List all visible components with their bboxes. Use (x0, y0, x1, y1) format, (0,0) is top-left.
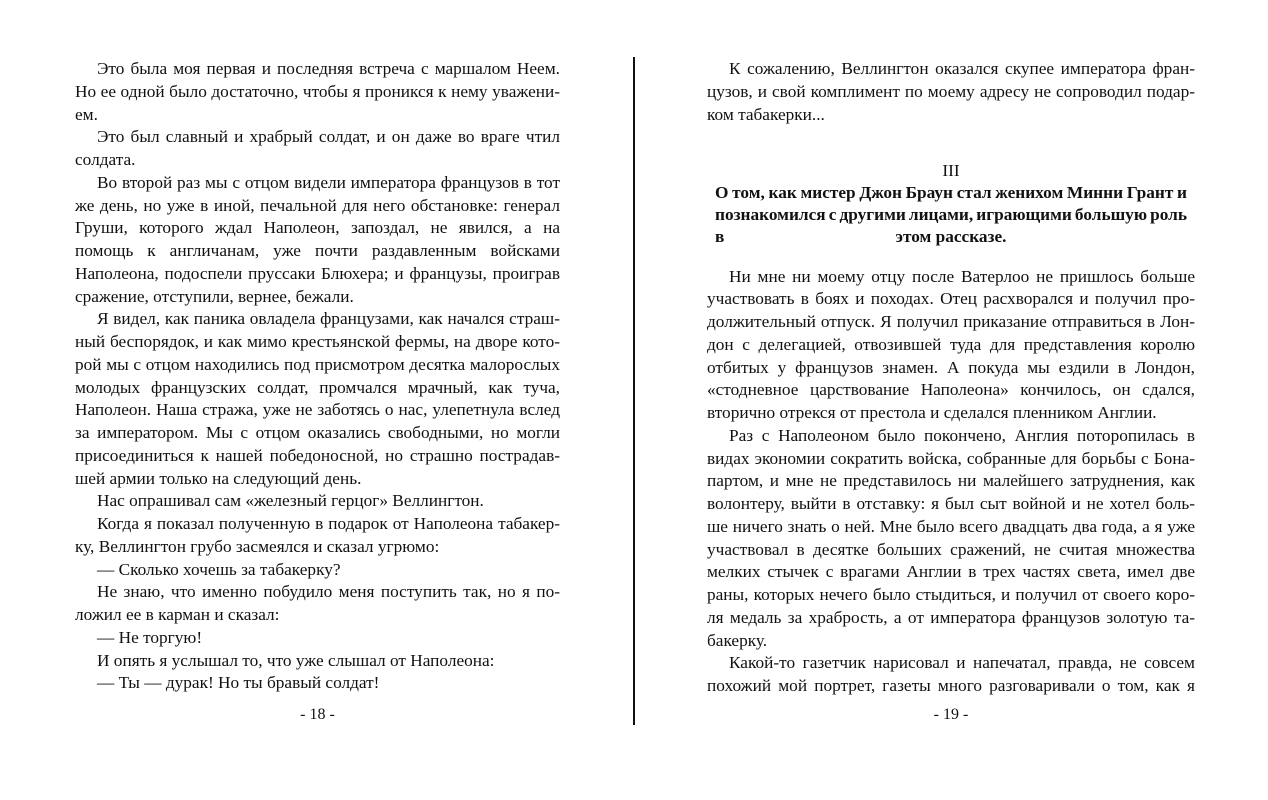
text-line: Но ее одной было достаточно, чтобы я проникся к нему уважени- (75, 81, 560, 101)
text-line: Это была моя первая и последняя встреча с маршалом Неем. (97, 59, 560, 78)
paragraph (75, 650, 560, 673)
text-line: Раз с Наполеоном было покончено, Англия поторопилась в (729, 425, 1195, 445)
chapter-body (707, 266, 1195, 698)
page-number: - 18 - (300, 706, 335, 723)
text-line: участвовал в десятке больших сражений, не считая множества (707, 539, 1195, 559)
text-line: шей армии только на следующий день. (75, 468, 362, 488)
chapter-title-line: О том, как мистер Джон Браун стал женихом Минни Грант и (715, 183, 1187, 202)
paragraph (707, 425, 1195, 653)
paragraph (75, 58, 560, 126)
text-line: помощь к англичанам, уже почти раздавленным войсками (75, 241, 560, 260)
text-line: Наполеон. Наша стража, уже не заботясь о нас, улепетнула вслед (75, 400, 560, 420)
text-line: Это был славный и храбрый солдат, и он даже во враге чтил (97, 127, 560, 147)
text-line: сражение, отступили, вернее, бежали. (75, 286, 354, 306)
text-line: дон с делегацией, отвозившей туда для представления королю (707, 334, 1195, 354)
text-line: бакерку. (707, 630, 768, 650)
text-line: — Сколько хочешь за табакерку? (97, 559, 341, 579)
dialogue-paragraph (75, 672, 560, 695)
paragraph (75, 581, 560, 627)
text-line: ля медаль за храбрость, а от императора французов золотую та- (707, 607, 1195, 627)
chapter-heading (707, 160, 1195, 248)
text-line: ложил ее в карман и сказал: (75, 605, 280, 624)
text-line: Когда я показал полученную в подарок от Наполеона табакер- (97, 514, 560, 533)
paragraph (707, 58, 1195, 126)
text-line: за императором. Мы с отцом оказались свободными, но могли (75, 423, 560, 442)
text-line: ше ничего знать о ней. Мне было всего двадцать два года, а я уже (707, 516, 1195, 536)
text-line: И опять я услышал то, что уже слышал от Наполеона: (97, 650, 495, 670)
text-line: Наполеона, подоспели пруссаки Блюхера; и французы, проиграв (75, 263, 560, 283)
chapter-title (715, 182, 1187, 248)
text-line: вторично отрекся от престола и сделался пленником Англии. (707, 403, 1157, 423)
text-line: — Не торгую! (97, 627, 203, 647)
text-line: Ни мне ни моему отцу после Ватерлоо не пришлось больше (729, 266, 1195, 286)
paragraph (75, 126, 560, 172)
text-line: присоединиться к нашей победоносной, но страшно пострадав- (75, 445, 560, 465)
text-line: Не знаю, что именно побудило меня поступить так, но я по- (97, 582, 560, 602)
text-line: мелких стычек с врагами Англии в трех частях света, имел две (707, 562, 1195, 582)
text-line: похожий мой портрет, газеты много разговаривали о том, как я (707, 676, 1195, 696)
text-line: ку, Веллингтон грубо засмеялся и сказал угрюмо: (75, 536, 440, 556)
page-number: - 19 - (933, 706, 969, 723)
text-line: ем. (75, 104, 98, 124)
chapter-title-line: познакомился с другими лицами, играющими большую роль в (715, 205, 1187, 246)
chapter-number: III (942, 161, 960, 180)
paragraph (707, 266, 1195, 425)
text-line: отбитых у французов знамен. А покуда мы ездили в Лондон, (707, 357, 1195, 377)
text-line: Я видел, как паника овладела французами, как начался страш- (97, 309, 560, 329)
text-line: должительный отпуск. Я получил приказание отправиться в Лон- (707, 312, 1195, 332)
text-line: видах экономии сократить войска, собранные для борьбы с Бона- (707, 448, 1195, 468)
text-line: рой мы с отцом находились под присмотром десятка малорослых (75, 354, 560, 374)
left-page (75, 58, 560, 695)
paragraph (75, 172, 560, 309)
text-line: К сожалению, Веллингтон оказался скупее императора фран- (729, 59, 1195, 78)
paragraph (707, 652, 1195, 698)
text-line: ный беспорядок, и как мимо крестьянской фермы, на дворе кото- (75, 332, 560, 351)
text-line: солдата. (75, 150, 136, 169)
text-line: «стодневное царствование Наполеона» кончилось, он сдался, (707, 380, 1195, 400)
text-line: молодых французских солдат, промчался мрачный, как туча, (75, 377, 560, 397)
text-line: ком табакерки... (707, 104, 825, 124)
text-line: Какой-то газетчик нарисовал и напечатал, правда, не совсем (729, 653, 1195, 673)
dialogue-paragraph (75, 559, 560, 582)
paragraph (75, 490, 560, 513)
paragraph (75, 513, 560, 559)
paragraph (75, 308, 560, 490)
text-line: волонтеру, выйти в отставку: я был сыт войной и не хотел боль- (707, 494, 1195, 514)
chapter-title-line: этом рассказе. (895, 227, 1007, 246)
right-page (707, 58, 1195, 698)
text-line: партом, и мне не представилось ни малейшего затруднения, как (707, 471, 1195, 491)
text-line: Груши, которого ждал Наполеон, запоздал, не явился, а на (75, 218, 560, 238)
text-line: Во второй раз мы с отцом видели императора французов в тот (97, 172, 560, 192)
page-divider (633, 57, 635, 725)
text-line: — Ты — дурак! Но ты бравый солдат! (97, 673, 380, 693)
text-line: же день, но уже в иной, печальной для него обстановке: генерал (75, 195, 560, 215)
dialogue-paragraph (75, 627, 560, 650)
text-line: участвовать в боях и походах. Отец расхворался и получил про- (707, 289, 1195, 309)
text-line: цузов, и свой комплимент по моему адресу не сопроводил подар- (707, 81, 1195, 101)
text-line: раны, которых нечего было стыдиться, и получил от своего коро- (707, 585, 1195, 605)
text-line: Нас опрашивал сам «железный герцог» Веллингтон. (97, 491, 484, 511)
